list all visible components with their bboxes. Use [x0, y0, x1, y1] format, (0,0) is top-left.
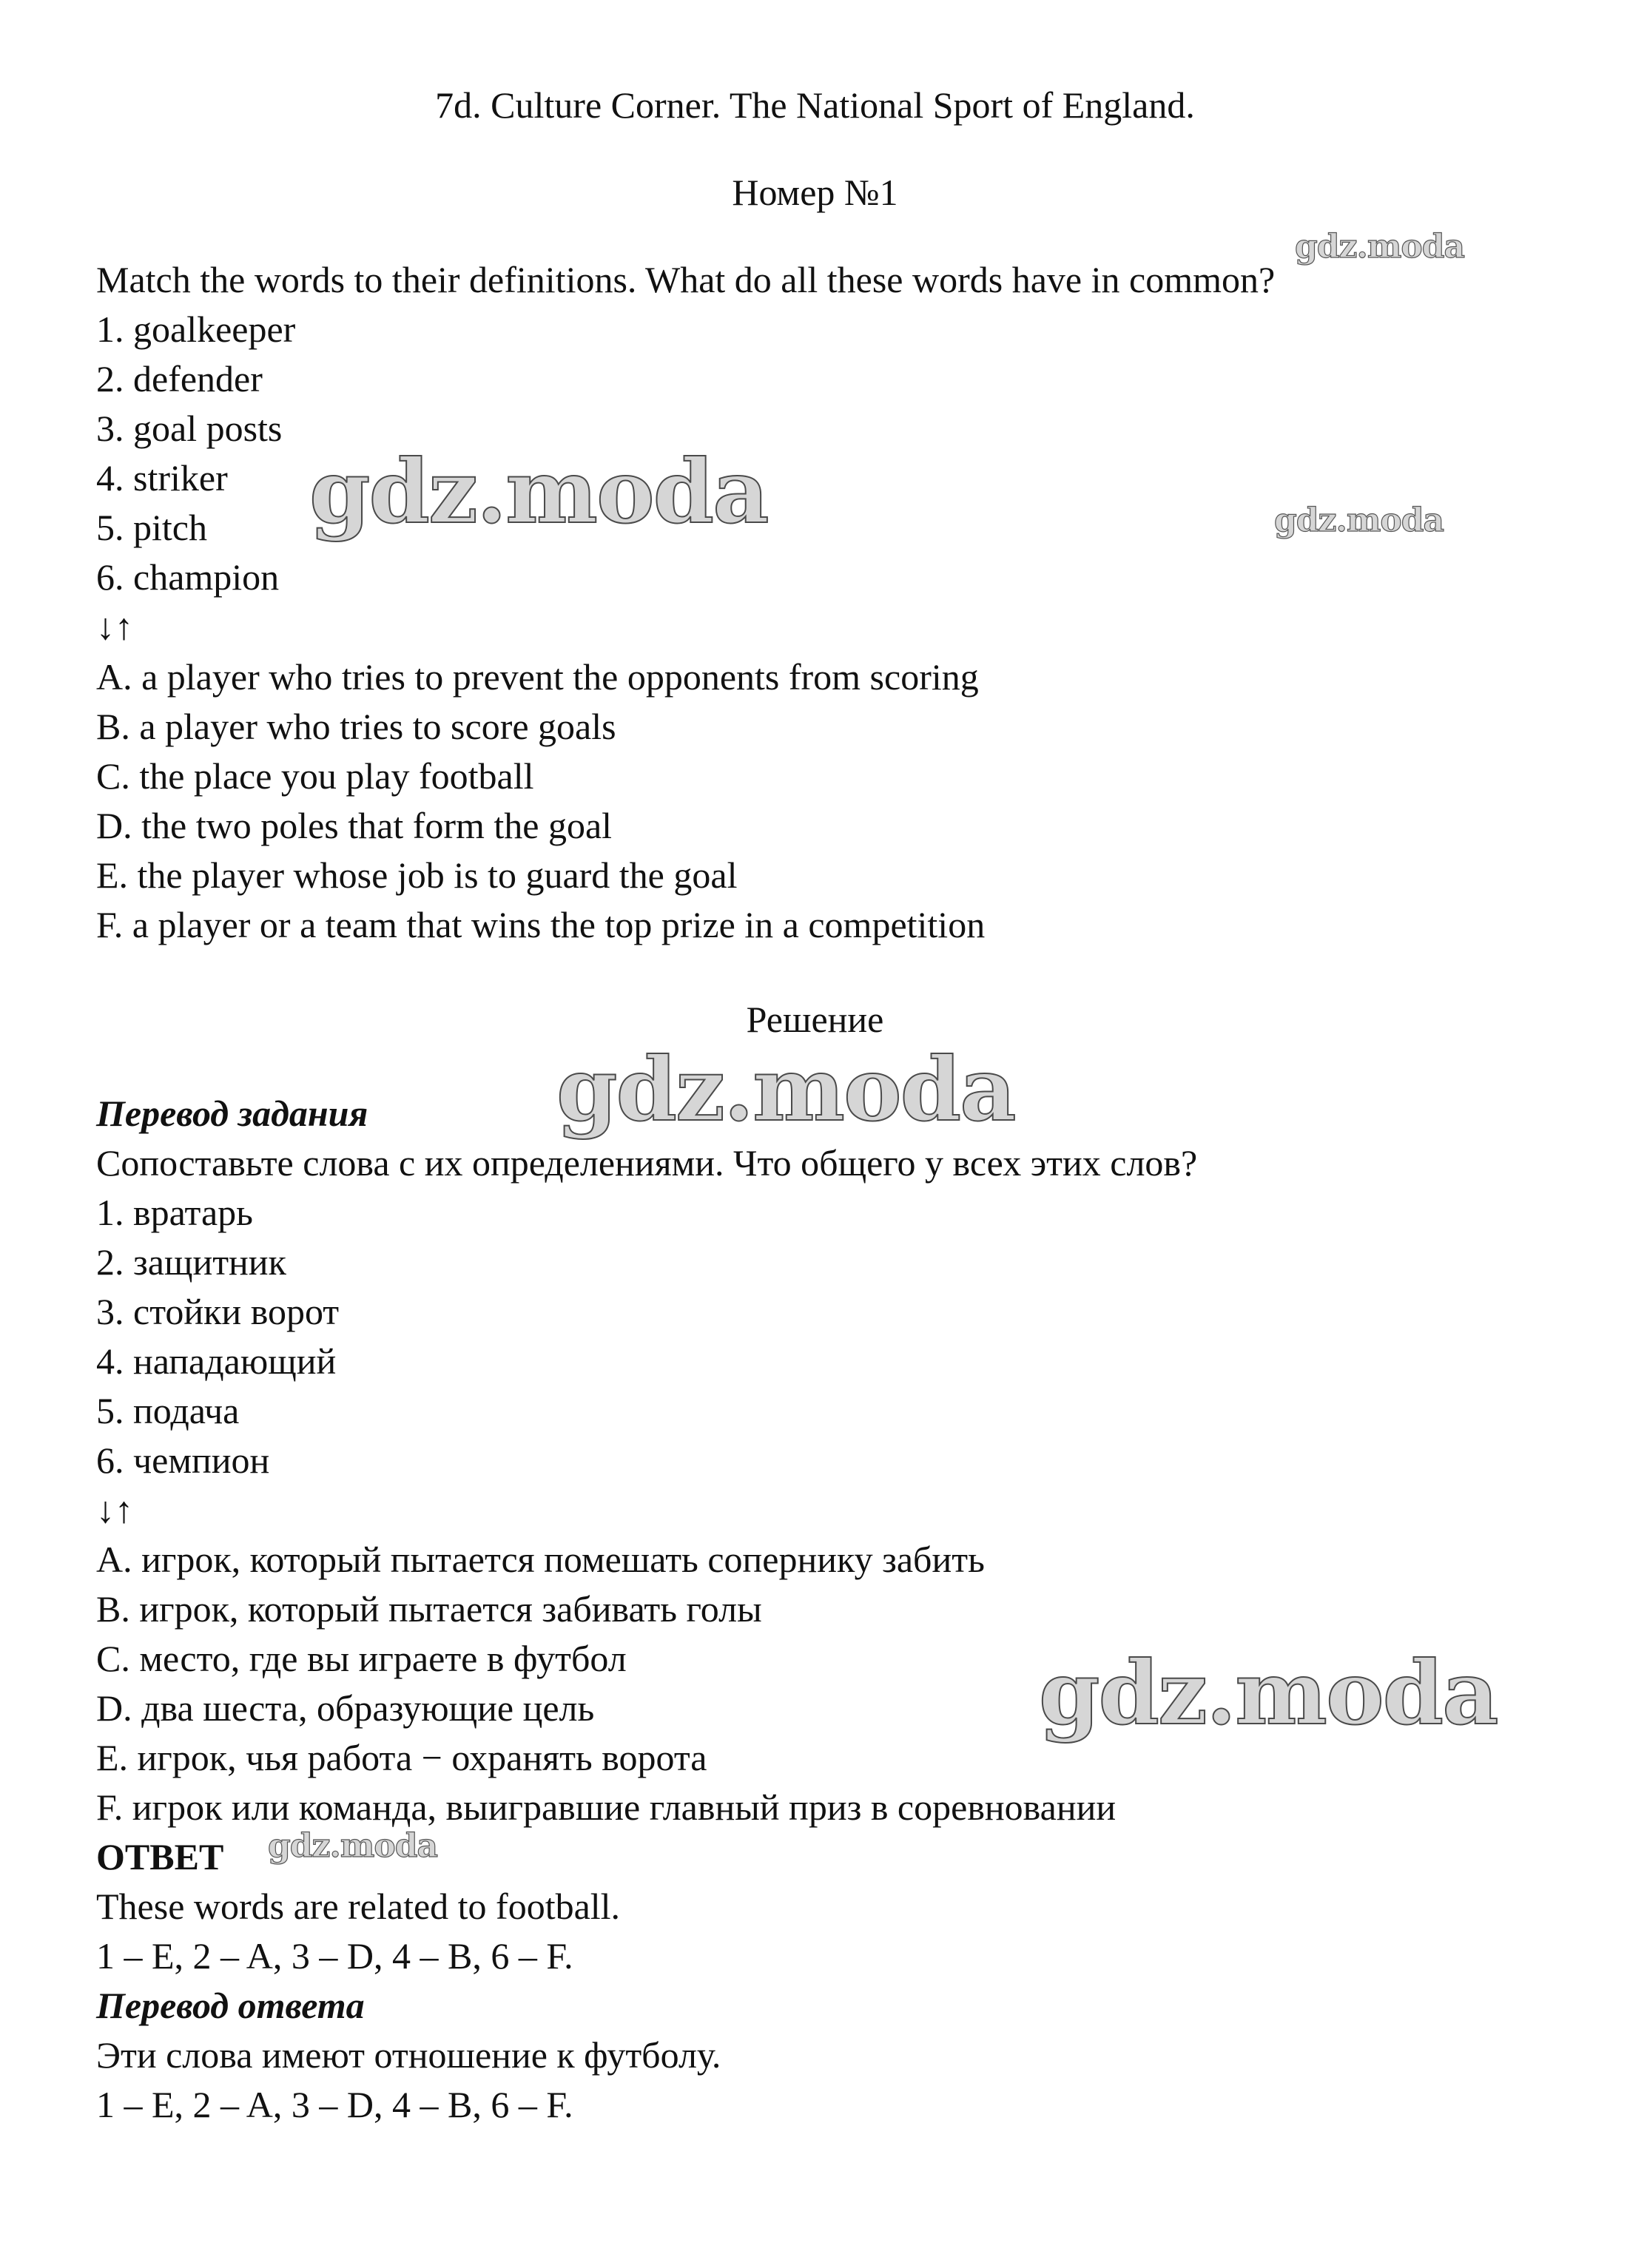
- translated-word-item: 2. защитник: [96, 1241, 286, 1283]
- definition-item: F. a player or a team that wins the top prize in a competition: [96, 904, 986, 945]
- word-item: 2. defender: [96, 358, 263, 399]
- translated-word-item: 6. чемпион: [96, 1440, 270, 1481]
- watermark-logo: gdz.moda: [556, 1038, 1015, 1141]
- translated-word-item: 1. вратарь: [96, 1192, 253, 1233]
- translation-prompt: Сопоставьте слова с их определениями. Что общего у всех этих слов?: [96, 1142, 1198, 1184]
- match-arrows: ↓↑: [96, 1489, 133, 1530]
- translated-word-item: 4. нападающий: [96, 1340, 337, 1382]
- translated-word-item: 3. стойки ворот: [96, 1291, 340, 1332]
- word-item: 4. striker: [96, 457, 228, 499]
- watermark-logo: gdz.moda: [1295, 228, 1465, 266]
- watermark-logo: gdz.moda: [268, 1827, 438, 1865]
- definition-item: C. the place you play football: [96, 755, 534, 797]
- page-title: 7d. Culture Corner. The National Sport of England.: [435, 84, 1195, 126]
- definition-item: D. the two poles that form the goal: [96, 805, 613, 846]
- translated-definition-item: A. игрок, который пытается помешать сопернику забить: [96, 1539, 985, 1580]
- definition-item: B. a player who tries to score goals: [96, 706, 616, 747]
- answer-translation-text: Эти слова имеют отношение к футболу.: [96, 2034, 721, 2076]
- watermark-logo: gdz.moda: [1039, 1641, 1498, 1744]
- translated-word-item: 5. подача: [96, 1390, 240, 1431]
- translated-definition-item: C. место, где вы играете в футбол: [96, 1638, 627, 1679]
- solution-heading: Решение: [746, 999, 884, 1040]
- answer-heading: ОТВЕТ: [96, 1836, 224, 1877]
- answer-pairs: 1 – E, 2 – A, 3 – D, 4 – B, 6 – F.: [96, 1935, 573, 1977]
- word-item: 5. pitch: [96, 507, 207, 548]
- translated-definition-item: D. два шеста, образующие цель: [96, 1687, 595, 1729]
- watermark-logo: gdz.moda: [1274, 502, 1444, 539]
- answer-text: These words are related to football.: [96, 1886, 621, 1927]
- definition-item: A. a player who tries to prevent the opponents from scoring: [96, 656, 979, 698]
- word-item: 3. goal posts: [96, 408, 283, 449]
- answer-translation-pairs: 1 – E, 2 – A, 3 – D, 4 – B, 6 – F.: [96, 2084, 573, 2125]
- watermark-logo: gdz.moda: [309, 440, 768, 543]
- answer-translation-heading: Перевод ответа: [96, 1985, 365, 2026]
- translated-definition-item: E. игрок, чья работа − охранять ворота: [96, 1737, 707, 1778]
- task-number: Номер №1: [732, 172, 898, 213]
- task-prompt: Match the words to their definitions. What do all these words have in common?: [96, 259, 1276, 300]
- translation-heading: Перевод задания: [96, 1093, 368, 1134]
- match-arrows: ↓↑: [96, 606, 133, 647]
- translated-definition-item: B. игрок, который пытается забивать голы: [96, 1588, 762, 1630]
- word-item: 1. goalkeeper: [96, 308, 296, 350]
- translated-definition-item: F. игрок или команда, выигравшие главный приз в соревновании: [96, 1786, 1117, 1828]
- definition-item: E. the player whose job is to guard the goal: [96, 854, 738, 896]
- word-item: 6. champion: [96, 556, 280, 598]
